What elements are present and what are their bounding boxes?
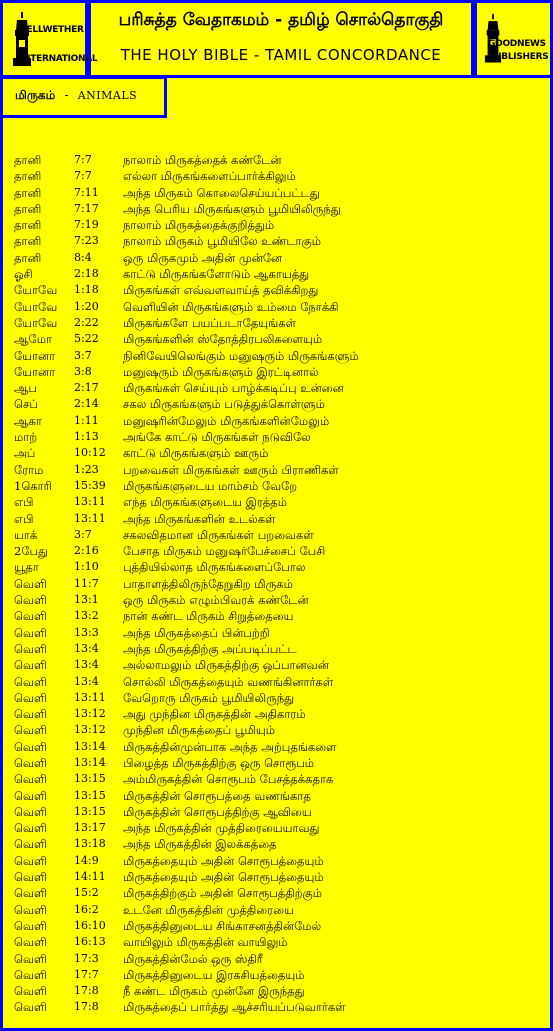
- book-abbreviation: வெளி: [14, 853, 47, 868]
- book-abbreviation: எபி: [14, 495, 34, 510]
- verse-text: அந்த மிருகத்தின் இலக்கத்தை: [123, 837, 277, 852]
- verse-text: நீ கண்ட மிருகம் முன்னே இருந்தது: [123, 984, 305, 999]
- verse-text: ஒரு மிருகம் எழும்பிவரக் கண்டேன்: [123, 593, 309, 608]
- book-abbreviation: வெளி: [14, 723, 47, 738]
- concordance-entry: [14, 494, 546, 510]
- verse-reference: 17:7: [74, 967, 99, 981]
- concordance-entry: [14, 722, 546, 738]
- book-abbreviation: வெளி: [14, 658, 47, 673]
- book-abbreviation: மாற்: [14, 430, 38, 445]
- book-abbreviation: வெளி: [14, 576, 47, 591]
- verse-text: மிருகங்களுடைய மாம்சம் வேறே: [123, 478, 298, 493]
- book-abbreviation: தானி: [14, 169, 42, 184]
- verse-text: மிருகத்தின்முன்பாக அந்த அற்புதங்களை: [123, 739, 337, 754]
- verse-text: மிருகத்தையும் அதின் சொரூபத்தையும்: [123, 870, 324, 885]
- verse-text: மிருகத்திற்கும் அதின் சொரூபத்திற்கும்: [123, 886, 322, 901]
- section-word-tamil: மிருகம்: [15, 88, 56, 102]
- verse-reference: 7:11: [74, 185, 99, 199]
- verse-text: மிருகத்தினுடைய சிங்காசனத்தின்மேல்: [123, 918, 322, 933]
- verse-reference: 10:12: [74, 446, 106, 460]
- concordance-entry: [14, 282, 546, 298]
- verse-text: ஒரு மிருகமும் அதின் முன்னே: [123, 250, 283, 265]
- concordance-entry: [14, 396, 546, 412]
- concordance-entry: [14, 168, 546, 184]
- book-abbreviation: ரோம: [14, 462, 44, 477]
- book-abbreviation: தானி: [14, 153, 42, 167]
- book-abbreviation: ஆகா: [14, 413, 42, 428]
- verse-reference: 13:4: [74, 674, 99, 688]
- verse-reference: 2:22: [74, 315, 99, 329]
- verse-text: மிருகத்தின்மேல் ஒரு ஸ்திரீ: [123, 951, 263, 966]
- verse-reference: 13:4: [74, 641, 99, 655]
- verse-text: அந்த மிருகத்தின் முத்திரையையாவது: [123, 821, 320, 836]
- verse-text: அல்லாமலும் மிருகத்திற்கு ஒப்பானவன்: [123, 658, 329, 673]
- book-abbreviation: வெளி: [14, 837, 47, 852]
- verse-reference: 2:17: [74, 381, 99, 395]
- section-dash: -: [64, 88, 69, 102]
- concordance-entry: [14, 511, 546, 527]
- verse-text: பாதாளத்திலிருந்தேறுகிற மிருகம்: [123, 576, 293, 591]
- book-abbreviation: வெளி: [14, 788, 47, 803]
- verse-reference: 17:8: [74, 984, 99, 998]
- concordance-entry: [14, 266, 546, 282]
- concordance-entry: [14, 331, 546, 347]
- book-abbreviation: யாக்: [14, 527, 38, 542]
- concordance-entry: [14, 543, 546, 559]
- verse-text: நாலாம் மிருகம் பூமியிலே உண்டாகும்: [123, 234, 321, 249]
- concordance-entry: [14, 739, 546, 755]
- verse-text: அந்த மிருகத்தைப் பின்பற்றி: [123, 625, 270, 640]
- book-abbreviation: வெளி: [14, 821, 47, 836]
- verse-text: மிருகங்களின் ஸ்தோத்திரபலிகளையும்: [123, 332, 323, 347]
- concordance-entry: [14, 999, 546, 1015]
- book-abbreviation: தானி: [14, 250, 42, 265]
- verse-text: மிருகத்தைப் பார்த்து ஆச்சரியப்படுவார்கள்: [123, 1000, 346, 1015]
- book-abbreviation: தானி: [14, 234, 42, 249]
- book-abbreviation: வெளி: [14, 951, 47, 966]
- concordance-entry: [14, 201, 546, 217]
- verse-reference: 13:2: [74, 609, 99, 623]
- verse-reference: 15:39: [74, 478, 106, 492]
- concordance-entry: [14, 348, 546, 364]
- verse-reference: 11:7: [74, 576, 99, 590]
- concordance-entry: [14, 315, 546, 331]
- book-abbreviation: வெளி: [14, 593, 47, 608]
- book-abbreviation: யோனா: [14, 364, 56, 379]
- verse-reference: 13:11: [74, 690, 106, 704]
- verse-reference: 14:11: [74, 870, 106, 884]
- verse-reference: 5:22: [74, 332, 99, 346]
- verse-text: நாலாம் மிருகத்தைக் கண்டேன்: [123, 153, 282, 167]
- section-word-english: ANIMALS: [77, 89, 138, 102]
- verse-text: மிருகங்களே பயப்படாதேயுங்கள்: [123, 315, 296, 330]
- verse-reference: 16:2: [74, 902, 99, 916]
- book-abbreviation: வெளி: [14, 886, 47, 901]
- verse-reference: 16:13: [74, 935, 106, 949]
- verse-text: நினிவேயிலெங்கும் மனுஷரும் மிருகங்களும்: [123, 348, 359, 363]
- concordance-list: [14, 152, 546, 1016]
- verse-reference: 1:20: [74, 299, 99, 313]
- concordance-entry: [14, 804, 546, 820]
- verse-text: பறவைகள் மிருகங்கள் ஊரும் பிராணிகள்: [123, 462, 339, 477]
- verse-reference: 16:10: [74, 918, 106, 932]
- concordance-entry: [14, 380, 546, 396]
- verse-text: காட்டு மிருகங்களோடும் ஆகாயத்து: [123, 267, 310, 282]
- verse-reference: 3:7: [74, 348, 92, 362]
- verse-reference: 13:15: [74, 788, 106, 802]
- book-abbreviation: எபி: [14, 511, 34, 526]
- concordance-entry: [14, 690, 546, 706]
- verse-text: அம்மிருகத்தின் சொரூபம் பேசத்தக்கதாக: [123, 772, 334, 787]
- concordance-entry: [14, 364, 546, 380]
- verse-text: மிருகத்தையும் அதின் சொரூபத்தையும்: [123, 853, 324, 868]
- concordance-entry: [14, 478, 546, 494]
- verse-text: சகல மிருகங்களும் படுத்துக்கொள்ளும்: [123, 397, 325, 412]
- book-abbreviation: 2பேது: [14, 544, 49, 559]
- verse-reference: 13:14: [74, 755, 106, 769]
- verse-text: பேசாத மிருகம் மனுஷர்பேச்சைப் பேசி: [123, 544, 326, 559]
- verse-text: முந்தின மிருகத்தைப் பூமியும்: [123, 723, 275, 738]
- verse-text: அந்த மிருகங்களின் உடல்கள்: [123, 511, 276, 526]
- concordance-entry: [14, 885, 546, 901]
- verse-reference: 3:7: [74, 527, 92, 541]
- verse-reference: 13:15: [74, 772, 106, 786]
- verse-text: அது முந்தின மிருகத்தின் அதிகாரம்: [123, 707, 306, 722]
- verse-text: அங்கே காட்டு மிருகங்கள் நடுவிலே: [123, 430, 311, 445]
- verse-reference: 13:12: [74, 707, 106, 721]
- concordance-entry: [14, 152, 546, 168]
- verse-text: மிருகத்தினுடைய இரகசியத்தையும்: [123, 967, 305, 982]
- verse-text: புத்தியில்லாத மிருகங்களைப்போல: [123, 560, 306, 575]
- section-heading: [15, 88, 137, 104]
- concordance-entry: [14, 592, 546, 608]
- verse-text: மனுஷரின்மேலும் மிருகங்களின்மேலும்: [123, 413, 330, 428]
- verse-reference: 15:2: [74, 886, 99, 900]
- concordance-entry: [14, 706, 546, 722]
- verse-reference: 13:14: [74, 739, 106, 753]
- verse-text: வெளியின் மிருகங்களும் உம்மை நோக்கி: [123, 299, 339, 314]
- verse-reference: 17:3: [74, 951, 99, 965]
- verse-text: வேறொரு மிருகம் பூமியிலிருந்து: [123, 690, 295, 705]
- goodnews-logo: [480, 8, 548, 72]
- concordance-entry: [14, 869, 546, 885]
- concordance-entry: [14, 902, 546, 918]
- book-abbreviation: வெளி: [14, 967, 47, 982]
- book-abbreviation: வெளி: [14, 870, 47, 885]
- concordance-entry: [14, 657, 546, 673]
- book-abbreviation: வெளி: [14, 641, 47, 656]
- right-logo-line2: PUBLISHERS: [488, 52, 549, 62]
- book-abbreviation: 1கொரி: [14, 478, 52, 493]
- concordance-entry: [14, 771, 546, 787]
- concordance-entry: [14, 674, 546, 690]
- verse-reference: 13:1: [74, 593, 99, 607]
- verse-text: மிருகங்கள் செய்யும் பாழ்க்கடிப்பு உன்னை: [123, 381, 344, 396]
- book-abbreviation: வெளி: [14, 1000, 47, 1015]
- book-abbreviation: வெளி: [14, 690, 47, 705]
- concordance-entry: [14, 250, 546, 266]
- title-tamil: பரிசுத்த வேதாகமம் - தமிழ் சொல்தொகுதி: [118, 10, 444, 30]
- verse-text: எந்த மிருகங்களுடைய இரத்தம்: [123, 495, 288, 510]
- verse-text: காட்டு மிருகங்களும் ஊரும்: [123, 446, 269, 461]
- verse-reference: 1:11: [74, 413, 99, 427]
- book-abbreviation: அப்: [14, 446, 36, 461]
- verse-reference: 1:10: [74, 560, 99, 574]
- book-abbreviation: யூதா: [14, 560, 39, 575]
- concordance-entry: [14, 608, 546, 624]
- book-abbreviation: வெளி: [14, 984, 47, 999]
- book-abbreviation: வெளி: [14, 935, 47, 950]
- verse-reference: 1:23: [74, 462, 99, 476]
- book-abbreviation: வெளி: [14, 804, 47, 819]
- book-abbreviation: ஆமோ: [14, 332, 52, 347]
- book-abbreviation: வெளி: [14, 625, 47, 640]
- verse-text: அந்த மிருகம் கொலைசெய்யப்பட்டது: [123, 185, 320, 200]
- verse-text: மிருகத்தின் சொரூபத்திற்கு ஆவியை: [123, 804, 312, 819]
- concordance-entry: [14, 429, 546, 445]
- verse-text: மனுஷரும் மிருகங்களும் இரட்டினால்: [123, 364, 319, 379]
- verse-text: பிழைத்த மிருகத்திற்கு ஒரு சொரூபம்: [123, 755, 315, 770]
- book-abbreviation: வெளி: [14, 755, 47, 770]
- concordance-entry: [14, 836, 546, 852]
- concordance-entry: [14, 559, 546, 575]
- concordance-entry: [14, 788, 546, 804]
- right-logo-line1: GOODNEWS: [488, 39, 546, 49]
- book-abbreviation: வெளி: [14, 674, 47, 689]
- book-abbreviation: தானி: [14, 185, 42, 200]
- concordance-entry: [14, 934, 546, 950]
- book-abbreviation: யோவே: [14, 315, 58, 330]
- left-logo-line1: BELLWETHER: [20, 25, 84, 35]
- book-abbreviation: யோவே: [14, 299, 58, 314]
- verse-text: வாயிலும் மிருகத்தின் வாயிலும்: [123, 935, 288, 950]
- verse-reference: 17:8: [74, 1000, 99, 1014]
- verse-reference: 2:18: [74, 267, 99, 281]
- concordance-entry: [14, 641, 546, 657]
- book-abbreviation: வெளி: [14, 739, 47, 754]
- verse-reference: 1:18: [74, 283, 99, 297]
- concordance-entry: [14, 233, 546, 249]
- verse-reference: 13:17: [74, 821, 106, 835]
- concordance-entry: [14, 299, 546, 315]
- verse-reference: 7:23: [74, 234, 99, 248]
- verse-reference: 13:4: [74, 658, 99, 672]
- book-abbreviation: தானி: [14, 201, 42, 216]
- verse-text: மிருகங்கள் எவ்வளவாய்த் தவிக்கிறது: [123, 283, 319, 298]
- verse-text: மிருகத்தின் சொரூபத்தை வணங்காத: [123, 788, 311, 803]
- verse-reference: 3:8: [74, 364, 92, 378]
- verse-text: சகலவிதமான மிருகங்கள் பறவைகள்: [123, 527, 314, 542]
- concordance-entry: [14, 918, 546, 934]
- concordance-entry: [14, 951, 546, 967]
- book-abbreviation: வெளி: [14, 918, 47, 933]
- title-english: THE HOLY BIBLE - TAMIL CONCORDANCE: [120, 46, 442, 64]
- concordance-entry: [14, 576, 546, 592]
- verse-reference: 13:3: [74, 625, 99, 639]
- concordance-entry: [14, 217, 546, 233]
- verse-reference: 2:16: [74, 544, 99, 558]
- verse-reference: 7:7: [74, 153, 92, 166]
- verse-reference: 8:4: [74, 250, 92, 264]
- verse-text: சொல்லி மிருகத்தையும் வணங்கினார்கள்: [123, 674, 334, 689]
- left-logo-line2: INTERNATIONAL: [20, 54, 98, 64]
- verse-reference: 1:13: [74, 430, 99, 444]
- concordance-entry: [14, 625, 546, 641]
- concordance-entry: [14, 462, 546, 478]
- verse-reference: 7:17: [74, 201, 99, 215]
- book-abbreviation: வெளி: [14, 902, 47, 917]
- concordance-entry: [14, 527, 546, 543]
- book-abbreviation: ஓசி: [14, 267, 33, 282]
- verse-reference: 7:19: [74, 218, 99, 232]
- book-abbreviation: ஆப: [14, 381, 38, 396]
- book-abbreviation: யோனா: [14, 348, 56, 363]
- verse-reference: 13:11: [74, 511, 106, 525]
- verse-reference: 14:9: [74, 853, 99, 867]
- concordance-entry: [14, 413, 546, 429]
- book-abbreviation: செப்: [14, 397, 38, 412]
- verse-reference: 2:14: [74, 397, 99, 411]
- verse-text: உடனே மிருகத்தின் முத்திரையை: [123, 902, 294, 917]
- verse-text: நாலாம் மிருகத்தைக்குறித்தும்: [123, 218, 275, 233]
- concordance-entry: [14, 853, 546, 869]
- verse-reference: 13:12: [74, 723, 106, 737]
- concordance-entry: [14, 185, 546, 201]
- book-abbreviation: வெளி: [14, 772, 47, 787]
- book-abbreviation: வெளி: [14, 609, 47, 624]
- concordance-entry: [14, 967, 546, 983]
- verse-text: நான் கண்ட மிருகம் சிறுத்தையை: [123, 609, 294, 624]
- verse-reference: 13:11: [74, 495, 106, 509]
- concordance-entry: [14, 983, 546, 999]
- concordance-entry: [14, 820, 546, 836]
- bellwether-logo: [6, 8, 98, 72]
- verse-text: அந்த மிருகத்திற்கு அப்படிப்பட்ட: [123, 641, 297, 656]
- concordance-entry: [14, 445, 546, 461]
- verse-reference: 7:7: [74, 169, 92, 183]
- verse-text: எல்லா மிருகங்களைப்பார்க்கிலும்: [123, 169, 296, 184]
- book-abbreviation: வெளி: [14, 707, 47, 722]
- verse-reference: 13:15: [74, 804, 106, 818]
- concordance-entry: [14, 755, 546, 771]
- book-abbreviation: தானி: [14, 218, 42, 233]
- verse-text: அந்த பெரிய மிருகங்களும் பூமியிலிருந்து: [123, 201, 341, 216]
- verse-reference: 13:18: [74, 837, 106, 851]
- book-abbreviation: யோவே: [14, 283, 58, 298]
